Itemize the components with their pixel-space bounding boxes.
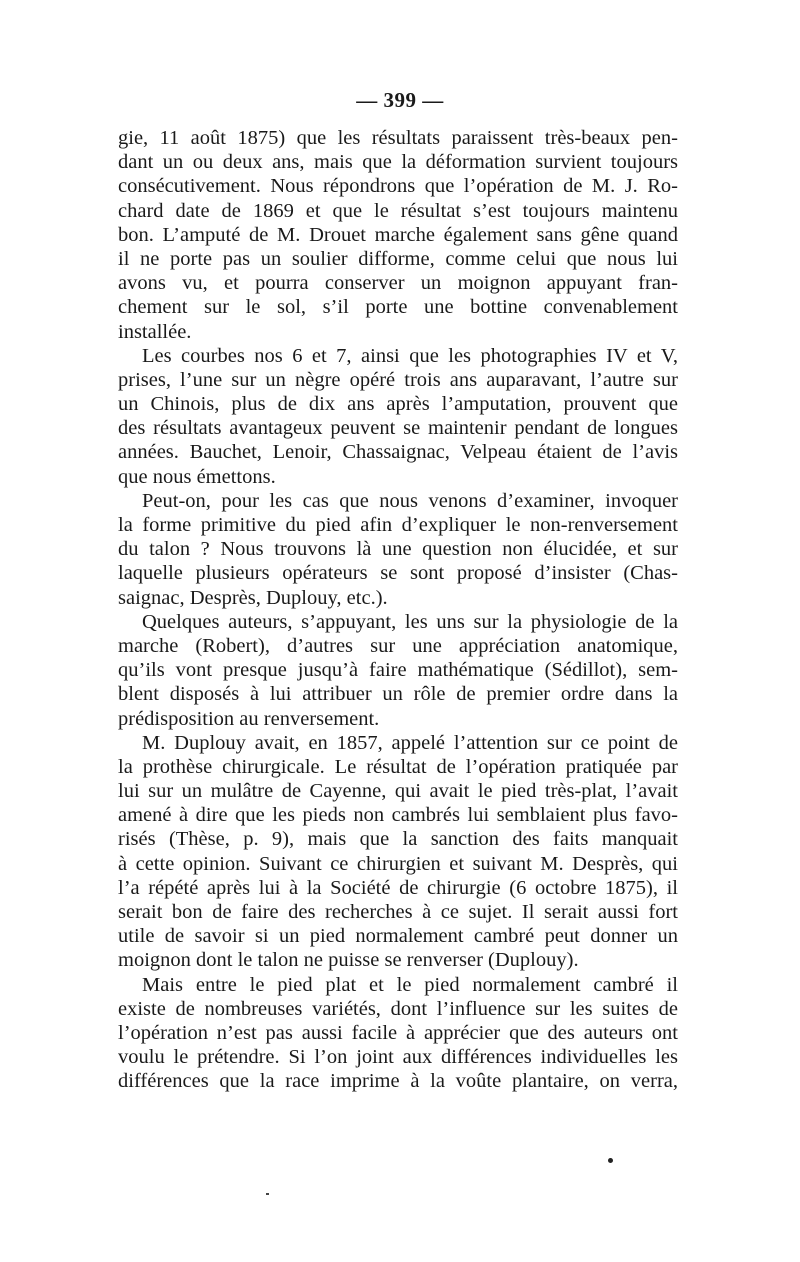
text-line: M. Duplouy avait, en 1857, appelé l’attention sur ce point de xyxy=(142,731,678,754)
text-line: moignon dont le talon ne puisse se renverser (Duplouy). xyxy=(118,949,579,972)
page-number: — 399 — xyxy=(356,88,444,112)
text-line: la forme primitive du pied afin d’expliquer le non-renversement xyxy=(118,514,678,536)
ink-speck xyxy=(266,1193,269,1195)
text-line: Quelques auteurs, s’appuyant, les uns sur la physiologie de la xyxy=(142,610,678,633)
text-line: prises, l’une sur un nègre opéré trois ans auparavant, l’autre sur xyxy=(118,368,678,391)
text-line: qu’ils vont presque jusqu’à faire mathématique (Sédillot), sem- xyxy=(118,659,678,682)
text-line: gie, 11 août 1875) que les résultats paraissent très-beaux pen- xyxy=(118,127,678,149)
text-line: Mais entre le pied plat et le pied normalement cambré il xyxy=(142,973,678,996)
text-line: marche (Robert), d’autres sur une appréciation anatomique, xyxy=(118,634,678,657)
text-line: des résultats avantageux peuvent se maintenir pendant de longues xyxy=(118,417,678,440)
text-line: Peut-on, pour les cas que nous venons d’examiner, invoquer xyxy=(142,489,678,512)
text-line: il ne porte pas un soulier difforme, comme celui que nous lui xyxy=(118,247,678,270)
text-line: utile de savoir si un pied normalement cambré peut donner un xyxy=(118,925,678,948)
text-line: à cette opinion. Suivant ce chirurgien et suivant M. Desprès, qui xyxy=(118,852,678,875)
text-line: l’a répété après lui à la Société de chirurgie (6 octobre 1875), il xyxy=(118,876,678,899)
text-line: existe de nombreuses variétés, dont l’influence sur les suites de xyxy=(118,997,678,1020)
text-line: consécutivement. Nous répondrons que l’opération de M. J. Ro- xyxy=(118,175,678,198)
text-line: chard date de 1869 et que le résultat s’est toujours maintenu xyxy=(118,199,678,222)
text-line: un Chinois, plus de dix ans après l’amputation, prouvent que xyxy=(118,393,678,416)
text-line: laquelle plusieurs opérateurs se sont proposé d’insister (Chas- xyxy=(118,562,678,585)
text-line: bon. L’amputé de M. Drouet marche également sans gêne quand xyxy=(118,223,678,246)
text-line: risés (Thèse, p. 9), mais que la sanction des faits manquait xyxy=(118,828,678,851)
text-line: blent disposés à lui attribuer un rôle de premier ordre dans la xyxy=(118,683,678,706)
text-line: amené à dire que les pieds non cambrés lui semblaient plus favo- xyxy=(118,804,678,827)
text-line: Les courbes nos 6 et 7, ainsi que les photographies IV et V, xyxy=(142,344,678,367)
text-line: voulu le prétendre. Si l’on joint aux différences individuelles les xyxy=(118,1046,678,1069)
text-line: lui sur un mulâtre de Cayenne, qui avait le pied très-plat, l’avait xyxy=(118,780,678,803)
text-line: du talon ? Nous trouvons là une question non élucidée, et sur xyxy=(118,538,678,561)
text-line: prédisposition au renversement. xyxy=(118,707,380,730)
text-line: chement sur le sol, s’il porte une bottine convenablement xyxy=(118,296,678,319)
text-line: différences que la race imprime à la voûte plantaire, on verra, xyxy=(118,1070,678,1093)
body-text xyxy=(118,126,678,1094)
text-line: que nous émettons. xyxy=(118,465,276,488)
text-line: installée. xyxy=(118,320,192,343)
text-line: années. Bauchet, Lenoir, Chassaignac, Velpeau étaient de l’avis xyxy=(118,441,678,464)
text-line: la prothèse chirurgicale. Le résultat de l’opération pratiquée par xyxy=(118,755,678,778)
text-line: dant un ou deux ans, mais que la déformation survient toujours xyxy=(118,151,678,174)
text-line: saignac, Desprès, Duplouy, etc.). xyxy=(118,586,388,609)
text-line: l’opération n’est pas aussi facile à apprécier que des auteurs ont xyxy=(118,1021,678,1044)
ink-dot xyxy=(608,1158,613,1163)
text-line: avons vu, et pourra conserver un moignon appuyant fran- xyxy=(118,272,678,295)
text-line: serait bon de faire des recherches à ce sujet. Il serait aussi fort xyxy=(118,901,678,923)
